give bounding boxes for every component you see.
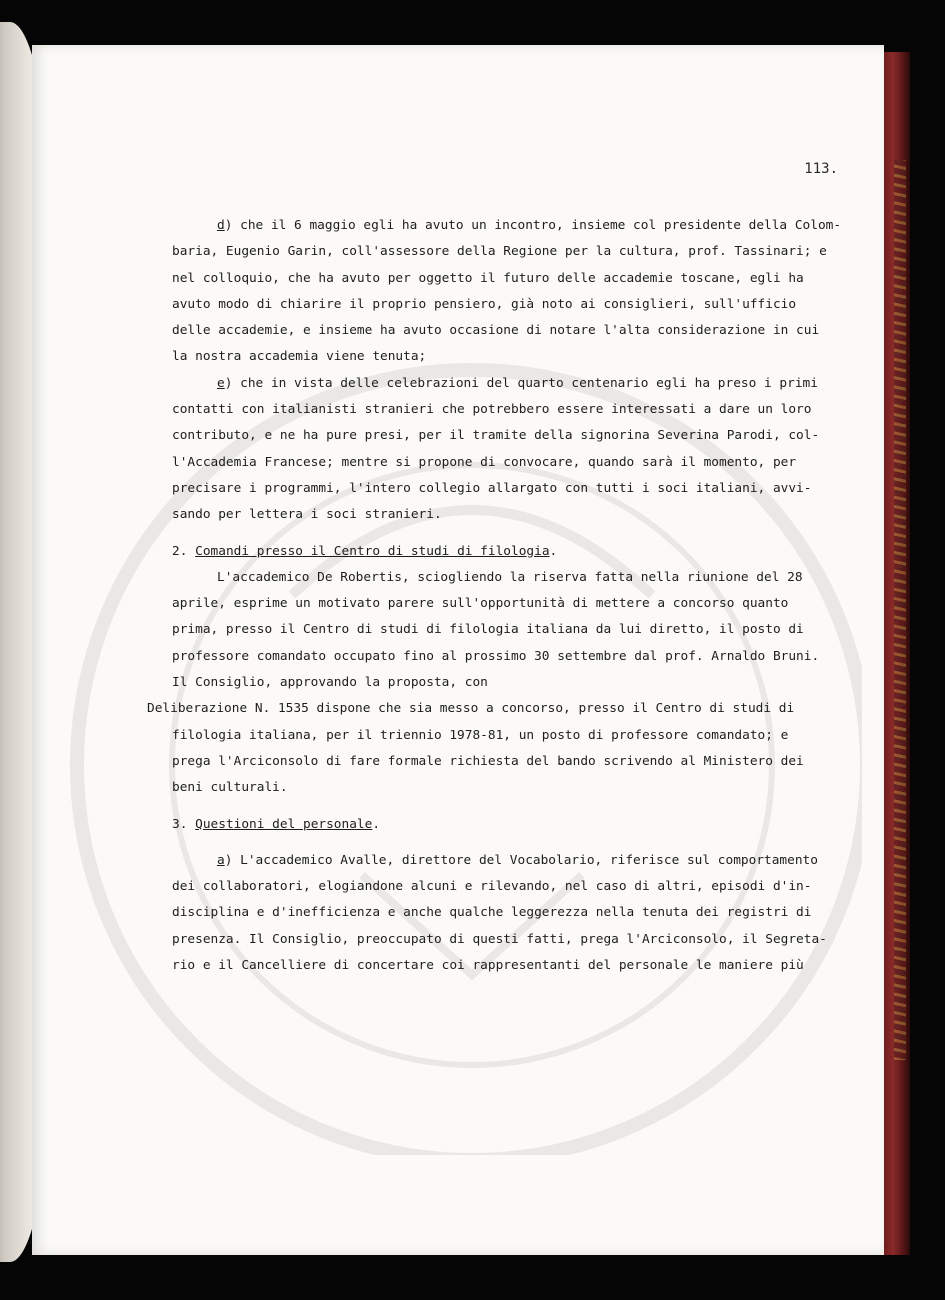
section-heading-2 [172, 539, 837, 565]
item-e-first-line [172, 371, 837, 397]
section-title-end: . [549, 543, 558, 559]
page-number: 113. [804, 161, 838, 177]
text-line: rio e il Cancelliere di concertare coi rappresentanti del personale le maniere più [172, 958, 804, 974]
text-line: prega l'Arciconsolo di fare formale richiesta del bando scrivendo al Ministero dei [172, 753, 804, 769]
section-title-end: . [372, 816, 381, 832]
item-label: a [217, 852, 225, 868]
text-line: beni culturali. [172, 780, 288, 796]
text-line: Il Consiglio, approvando la proposta, con [172, 675, 488, 691]
text-line: ) che il 6 maggio egli ha avuto un incontro, insieme col presidente della Colom- [224, 218, 842, 233]
text-line: l'Accademia Francese; mentre si propone di convocare, quando sarà il momento, per [172, 454, 797, 470]
text-line: sando per lettera i soci stranieri. [172, 507, 442, 523]
text-line: contatti con italianisti stranieri che potrebbero essere interessati a dare un loro [172, 402, 812, 418]
item-label: d [217, 218, 225, 233]
text-line: presenza. Il Consiglio, preoccupato di questi fatti, prega l'Arciconsolo, il Segreta- [172, 931, 827, 947]
deliberation-line: Deliberazione N. 1535 dispone che sia messo a concorso, presso il Centro di studi di [147, 701, 795, 717]
section-heading-3 [172, 812, 837, 838]
section-number: 2. [172, 543, 196, 559]
text-line: avuto modo di chiarire il proprio pensiero, già noto ai consiglieri, sull'ufficio [172, 296, 797, 312]
document-body [147, 213, 842, 979]
text-line: baria, Eugenio Garin, coll'assessore della Regione per la cultura, prof. Tassinari; e [172, 244, 827, 260]
item-label: e [217, 375, 225, 391]
text-line: filologia italiana, per il triennio 1978-81, un posto di professore comandato; e [172, 727, 789, 743]
section-number: 3. [172, 816, 196, 832]
text-line: L'accademico De Robertis, sciogliendo la riserva fatta nella riunione del 28 [217, 569, 803, 585]
item-d-first-line [172, 213, 842, 239]
text-line: ) che in vista delle celebrazioni del quarto centenario egli ha preso i primi [224, 375, 818, 391]
text-line: ) L'accademico Avalle, direttore del Vocabolario, riferisce sul comportamento [224, 852, 818, 868]
section-title: Questioni del personale [195, 816, 373, 832]
text-line: nel colloquio, che ha avuto per oggetto il futuro delle accademie toscane, egli ha [172, 270, 804, 286]
marbled-edge [894, 160, 906, 1060]
text-line: la nostra accademia viene tenuta; [172, 349, 427, 365]
section-title: Comandi presso il Centro di studi di filologia [195, 543, 550, 559]
text-line: delle accademie, e insieme ha avuto occasione di notare l'alta considerazione in cui [172, 323, 820, 339]
text-line: precisare i programmi, l'intero collegio allargato con tutti i soci italiani, avvi- [172, 480, 812, 496]
text-line: professore comandato occupato fino al prossimo 30 settembre dal prof. Arnaldo Bruni. [172, 648, 820, 664]
text-line: contributo, e ne ha pure presi, per il tramite della signorina Severina Parodi, col- [172, 428, 820, 444]
item-a-first-line [172, 848, 837, 874]
text-line: dei collaboratori, elogiandone alcuni e rilevando, nel caso di altri, episodi d'in- [172, 879, 812, 895]
text-line: prima, presso il Centro di studi di filologia italiana da lui diretto, il posto di [172, 622, 804, 638]
text-line: aprile, esprime un motivato parere sull'opportunità di mettere a concorso quanto [172, 596, 789, 612]
text-line: disciplina e d'inefficienza e anche qualche leggerezza nella tenuta dei registri di [172, 905, 812, 921]
document-page [32, 45, 884, 1255]
